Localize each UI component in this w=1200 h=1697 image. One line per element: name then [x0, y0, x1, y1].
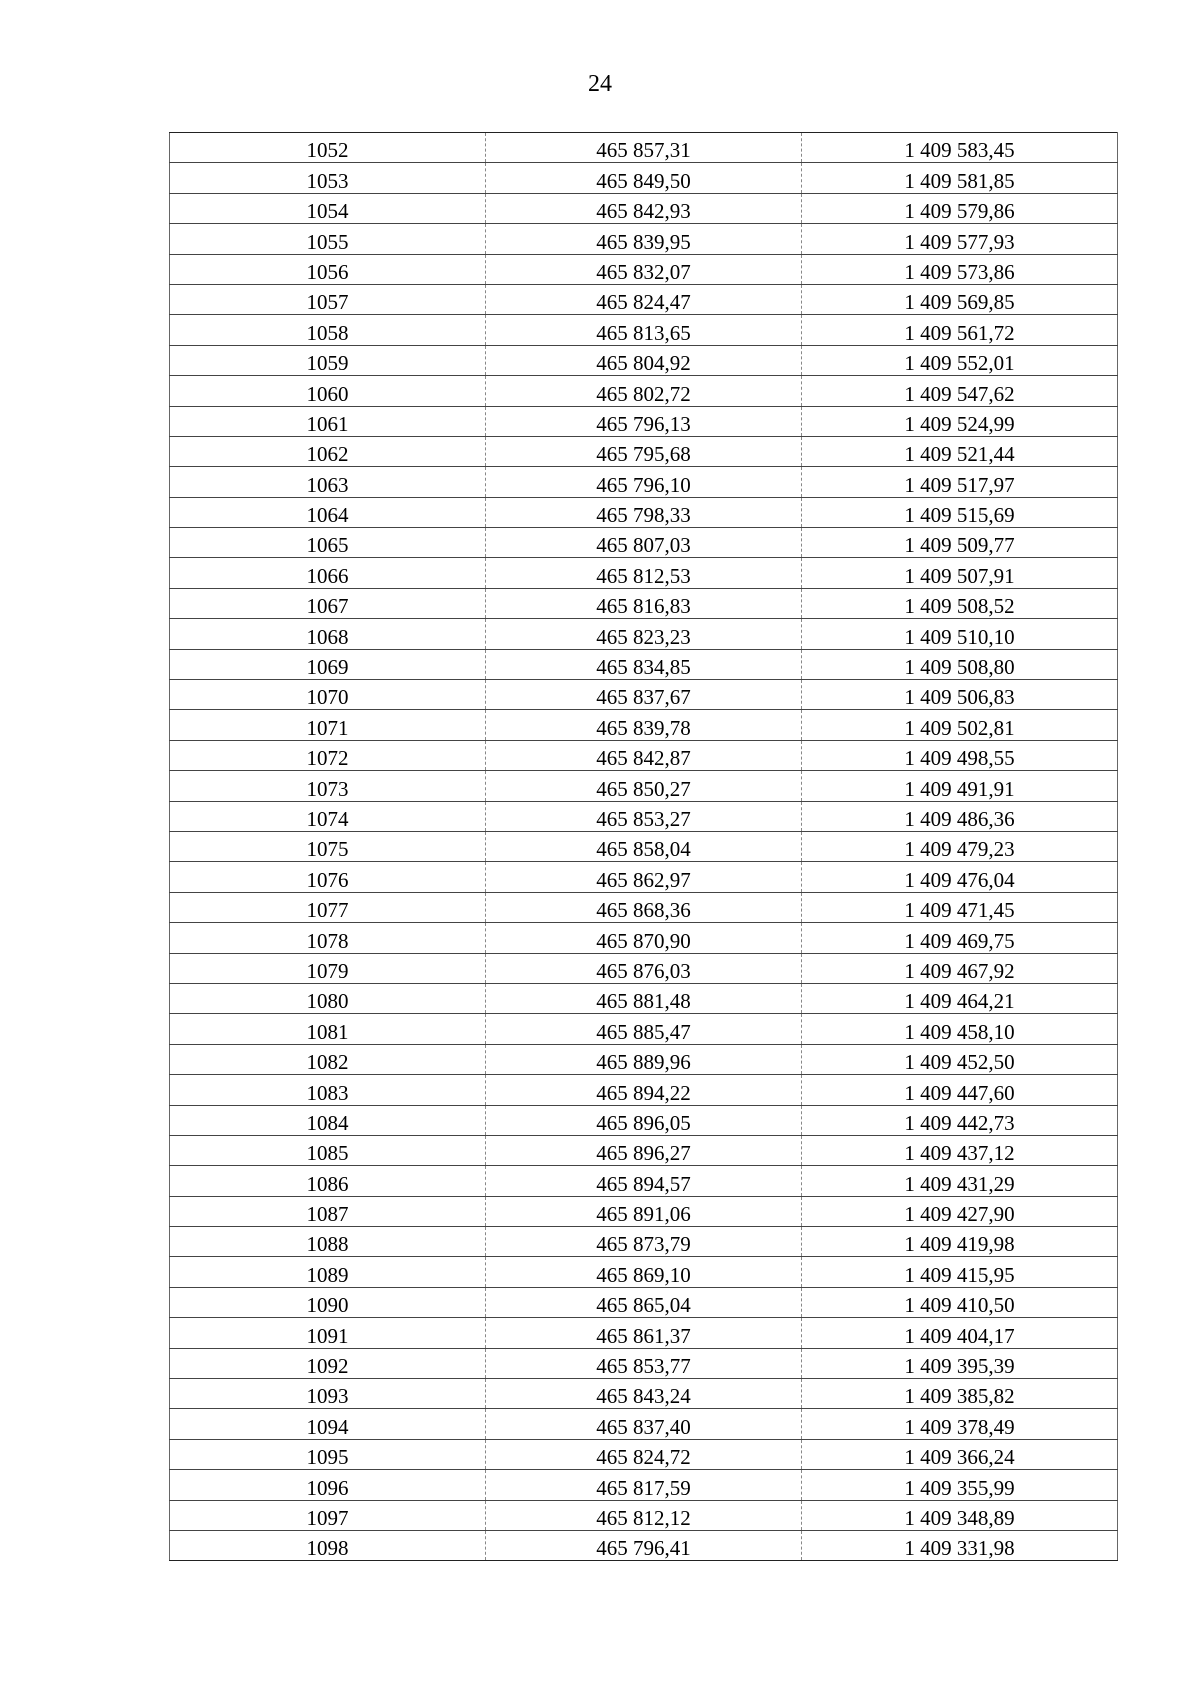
table-row [170, 133, 1118, 163]
x-coordinate-cell: 465 894,22 [486, 1075, 802, 1105]
point-number-cell: 1061 [170, 406, 486, 436]
point-number-cell: 1056 [170, 254, 486, 284]
point-number-cell: 1080 [170, 983, 486, 1013]
y-coordinate-cell: 1 409 581,85 [802, 163, 1118, 193]
x-coordinate-cell: 465 796,13 [486, 406, 802, 436]
x-coordinate-cell: 465 816,83 [486, 588, 802, 618]
x-coordinate-cell: 465 876,03 [486, 953, 802, 983]
point-number-cell: 1098 [170, 1530, 486, 1560]
table-row [170, 1530, 1118, 1560]
point-number-cell: 1068 [170, 619, 486, 649]
y-coordinate-cell: 1 409 471,45 [802, 892, 1118, 922]
y-coordinate-cell: 1 409 547,62 [802, 376, 1118, 406]
y-coordinate-cell: 1 409 521,44 [802, 436, 1118, 466]
y-coordinate-cell: 1 409 452,50 [802, 1044, 1118, 1074]
x-coordinate-cell: 465 894,57 [486, 1166, 802, 1196]
point-number-cell: 1062 [170, 436, 486, 466]
table-row [170, 862, 1118, 892]
y-coordinate-cell: 1 409 508,52 [802, 588, 1118, 618]
point-number-cell: 1082 [170, 1044, 486, 1074]
point-number-cell: 1074 [170, 801, 486, 831]
y-coordinate-cell: 1 409 366,24 [802, 1439, 1118, 1469]
table-row [170, 497, 1118, 527]
x-coordinate-cell: 465 862,97 [486, 862, 802, 892]
table-row [170, 406, 1118, 436]
y-coordinate-cell: 1 409 378,49 [802, 1409, 1118, 1439]
point-number-cell: 1095 [170, 1439, 486, 1469]
x-coordinate-cell: 465 824,72 [486, 1439, 802, 1469]
x-coordinate-cell: 465 834,85 [486, 649, 802, 679]
y-coordinate-cell: 1 409 508,80 [802, 649, 1118, 679]
x-coordinate-cell: 465 853,77 [486, 1348, 802, 1378]
point-number-cell: 1079 [170, 953, 486, 983]
table-row [170, 923, 1118, 953]
table-row [170, 1105, 1118, 1135]
y-coordinate-cell: 1 409 509,77 [802, 528, 1118, 558]
y-coordinate-cell: 1 409 469,75 [802, 923, 1118, 953]
x-coordinate-cell: 465 798,33 [486, 497, 802, 527]
table-row [170, 163, 1118, 193]
y-coordinate-cell: 1 409 476,04 [802, 862, 1118, 892]
x-coordinate-cell: 465 837,40 [486, 1409, 802, 1439]
y-coordinate-cell: 1 409 355,99 [802, 1470, 1118, 1500]
y-coordinate-cell: 1 409 561,72 [802, 315, 1118, 345]
page-number: 24 [588, 71, 612, 97]
x-coordinate-cell: 465 843,24 [486, 1379, 802, 1409]
y-coordinate-cell: 1 409 331,98 [802, 1530, 1118, 1560]
table-row [170, 376, 1118, 406]
table-row [170, 467, 1118, 497]
point-number-cell: 1073 [170, 771, 486, 801]
point-number-cell: 1060 [170, 376, 486, 406]
table-row [170, 1227, 1118, 1257]
x-coordinate-cell: 465 817,59 [486, 1470, 802, 1500]
table-row [170, 1470, 1118, 1500]
y-coordinate-cell: 1 409 395,39 [802, 1348, 1118, 1378]
point-number-cell: 1069 [170, 649, 486, 679]
table-row [170, 588, 1118, 618]
y-coordinate-cell: 1 409 415,95 [802, 1257, 1118, 1287]
x-coordinate-cell: 465 889,96 [486, 1044, 802, 1074]
x-coordinate-cell: 465 849,50 [486, 163, 802, 193]
point-number-cell: 1066 [170, 558, 486, 588]
y-coordinate-cell: 1 409 427,90 [802, 1196, 1118, 1226]
point-number-cell: 1094 [170, 1409, 486, 1439]
y-coordinate-cell: 1 409 410,50 [802, 1287, 1118, 1317]
point-number-cell: 1092 [170, 1348, 486, 1378]
point-number-cell: 1059 [170, 345, 486, 375]
y-coordinate-cell: 1 409 385,82 [802, 1379, 1118, 1409]
table-row [170, 284, 1118, 314]
x-coordinate-cell: 465 837,67 [486, 680, 802, 710]
y-coordinate-cell: 1 409 569,85 [802, 284, 1118, 314]
point-number-cell: 1076 [170, 862, 486, 892]
coordinates-table-body [170, 133, 1118, 1561]
y-coordinate-cell: 1 409 552,01 [802, 345, 1118, 375]
point-number-cell: 1093 [170, 1379, 486, 1409]
table-row [170, 558, 1118, 588]
point-number-cell: 1071 [170, 710, 486, 740]
point-number-cell: 1052 [170, 133, 486, 163]
table-row [170, 1014, 1118, 1044]
x-coordinate-cell: 465 861,37 [486, 1318, 802, 1348]
point-number-cell: 1097 [170, 1500, 486, 1530]
table-row [170, 254, 1118, 284]
x-coordinate-cell: 465 807,03 [486, 528, 802, 558]
point-number-cell: 1054 [170, 193, 486, 223]
x-coordinate-cell: 465 868,36 [486, 892, 802, 922]
table-row [170, 315, 1118, 345]
y-coordinate-cell: 1 409 573,86 [802, 254, 1118, 284]
x-coordinate-cell: 465 796,10 [486, 467, 802, 497]
point-number-cell: 1081 [170, 1014, 486, 1044]
point-number-cell: 1085 [170, 1135, 486, 1165]
point-number-cell: 1083 [170, 1075, 486, 1105]
point-number-cell: 1063 [170, 467, 486, 497]
point-number-cell: 1067 [170, 588, 486, 618]
point-number-cell: 1091 [170, 1318, 486, 1348]
table-row [170, 953, 1118, 983]
x-coordinate-cell: 465 812,12 [486, 1500, 802, 1530]
table-row [170, 1500, 1118, 1530]
x-coordinate-cell: 465 896,27 [486, 1135, 802, 1165]
table-row [170, 1166, 1118, 1196]
point-number-cell: 1089 [170, 1257, 486, 1287]
x-coordinate-cell: 465 823,23 [486, 619, 802, 649]
table-row [170, 740, 1118, 770]
table-row [170, 649, 1118, 679]
x-coordinate-cell: 465 813,65 [486, 315, 802, 345]
table-row [170, 710, 1118, 740]
table-row [170, 193, 1118, 223]
x-coordinate-cell: 465 891,06 [486, 1196, 802, 1226]
y-coordinate-cell: 1 409 583,45 [802, 133, 1118, 163]
y-coordinate-cell: 1 409 515,69 [802, 497, 1118, 527]
table-row [170, 345, 1118, 375]
point-number-cell: 1053 [170, 163, 486, 193]
y-coordinate-cell: 1 409 442,73 [802, 1105, 1118, 1135]
x-coordinate-cell: 465 795,68 [486, 436, 802, 466]
y-coordinate-cell: 1 409 502,81 [802, 710, 1118, 740]
point-number-cell: 1088 [170, 1227, 486, 1257]
y-coordinate-cell: 1 409 517,97 [802, 467, 1118, 497]
table-row [170, 1409, 1118, 1439]
x-coordinate-cell: 465 842,87 [486, 740, 802, 770]
point-number-cell: 1096 [170, 1470, 486, 1500]
x-coordinate-cell: 465 869,10 [486, 1257, 802, 1287]
coordinates-table [169, 132, 1118, 1561]
y-coordinate-cell: 1 409 464,21 [802, 983, 1118, 1013]
y-coordinate-cell: 1 409 486,36 [802, 801, 1118, 831]
y-coordinate-cell: 1 409 348,89 [802, 1500, 1118, 1530]
y-coordinate-cell: 1 409 577,93 [802, 224, 1118, 254]
table-row [170, 801, 1118, 831]
x-coordinate-cell: 465 839,95 [486, 224, 802, 254]
point-number-cell: 1087 [170, 1196, 486, 1226]
point-number-cell: 1055 [170, 224, 486, 254]
point-number-cell: 1077 [170, 892, 486, 922]
table-row [170, 831, 1118, 861]
y-coordinate-cell: 1 409 419,98 [802, 1227, 1118, 1257]
table-row [170, 1348, 1118, 1378]
table-row [170, 1318, 1118, 1348]
y-coordinate-cell: 1 409 467,92 [802, 953, 1118, 983]
x-coordinate-cell: 465 824,47 [486, 284, 802, 314]
table-row [170, 1044, 1118, 1074]
x-coordinate-cell: 465 804,92 [486, 345, 802, 375]
x-coordinate-cell: 465 850,27 [486, 771, 802, 801]
table-row [170, 1287, 1118, 1317]
y-coordinate-cell: 1 409 437,12 [802, 1135, 1118, 1165]
point-number-cell: 1075 [170, 831, 486, 861]
point-number-cell: 1084 [170, 1105, 486, 1135]
y-coordinate-cell: 1 409 458,10 [802, 1014, 1118, 1044]
table-row [170, 436, 1118, 466]
x-coordinate-cell: 465 842,93 [486, 193, 802, 223]
x-coordinate-cell: 465 796,41 [486, 1530, 802, 1560]
x-coordinate-cell: 465 853,27 [486, 801, 802, 831]
y-coordinate-cell: 1 409 498,55 [802, 740, 1118, 770]
y-coordinate-cell: 1 409 404,17 [802, 1318, 1118, 1348]
point-number-cell: 1058 [170, 315, 486, 345]
x-coordinate-cell: 465 858,04 [486, 831, 802, 861]
y-coordinate-cell: 1 409 491,91 [802, 771, 1118, 801]
y-coordinate-cell: 1 409 447,60 [802, 1075, 1118, 1105]
point-number-cell: 1065 [170, 528, 486, 558]
x-coordinate-cell: 465 857,31 [486, 133, 802, 163]
x-coordinate-cell: 465 839,78 [486, 710, 802, 740]
x-coordinate-cell: 465 832,07 [486, 254, 802, 284]
y-coordinate-cell: 1 409 579,86 [802, 193, 1118, 223]
table-row [170, 1075, 1118, 1105]
table-row [170, 892, 1118, 922]
table-row [170, 619, 1118, 649]
table-row [170, 1257, 1118, 1287]
x-coordinate-cell: 465 885,47 [486, 1014, 802, 1044]
point-number-cell: 1072 [170, 740, 486, 770]
x-coordinate-cell: 465 802,72 [486, 376, 802, 406]
table-row [170, 1196, 1118, 1226]
point-number-cell: 1086 [170, 1166, 486, 1196]
y-coordinate-cell: 1 409 507,91 [802, 558, 1118, 588]
point-number-cell: 1057 [170, 284, 486, 314]
table-row [170, 1439, 1118, 1469]
y-coordinate-cell: 1 409 510,10 [802, 619, 1118, 649]
point-number-cell: 1064 [170, 497, 486, 527]
x-coordinate-cell: 465 896,05 [486, 1105, 802, 1135]
x-coordinate-cell: 465 865,04 [486, 1287, 802, 1317]
table-row [170, 224, 1118, 254]
x-coordinate-cell: 465 812,53 [486, 558, 802, 588]
y-coordinate-cell: 1 409 506,83 [802, 680, 1118, 710]
point-number-cell: 1090 [170, 1287, 486, 1317]
point-number-cell: 1078 [170, 923, 486, 953]
table-row [170, 1379, 1118, 1409]
table-row [170, 1135, 1118, 1165]
x-coordinate-cell: 465 870,90 [486, 923, 802, 953]
point-number-cell: 1070 [170, 680, 486, 710]
x-coordinate-cell: 465 881,48 [486, 983, 802, 1013]
x-coordinate-cell: 465 873,79 [486, 1227, 802, 1257]
y-coordinate-cell: 1 409 479,23 [802, 831, 1118, 861]
table-row [170, 680, 1118, 710]
y-coordinate-cell: 1 409 431,29 [802, 1166, 1118, 1196]
table-row [170, 528, 1118, 558]
table-row [170, 771, 1118, 801]
table-row [170, 983, 1118, 1013]
y-coordinate-cell: 1 409 524,99 [802, 406, 1118, 436]
